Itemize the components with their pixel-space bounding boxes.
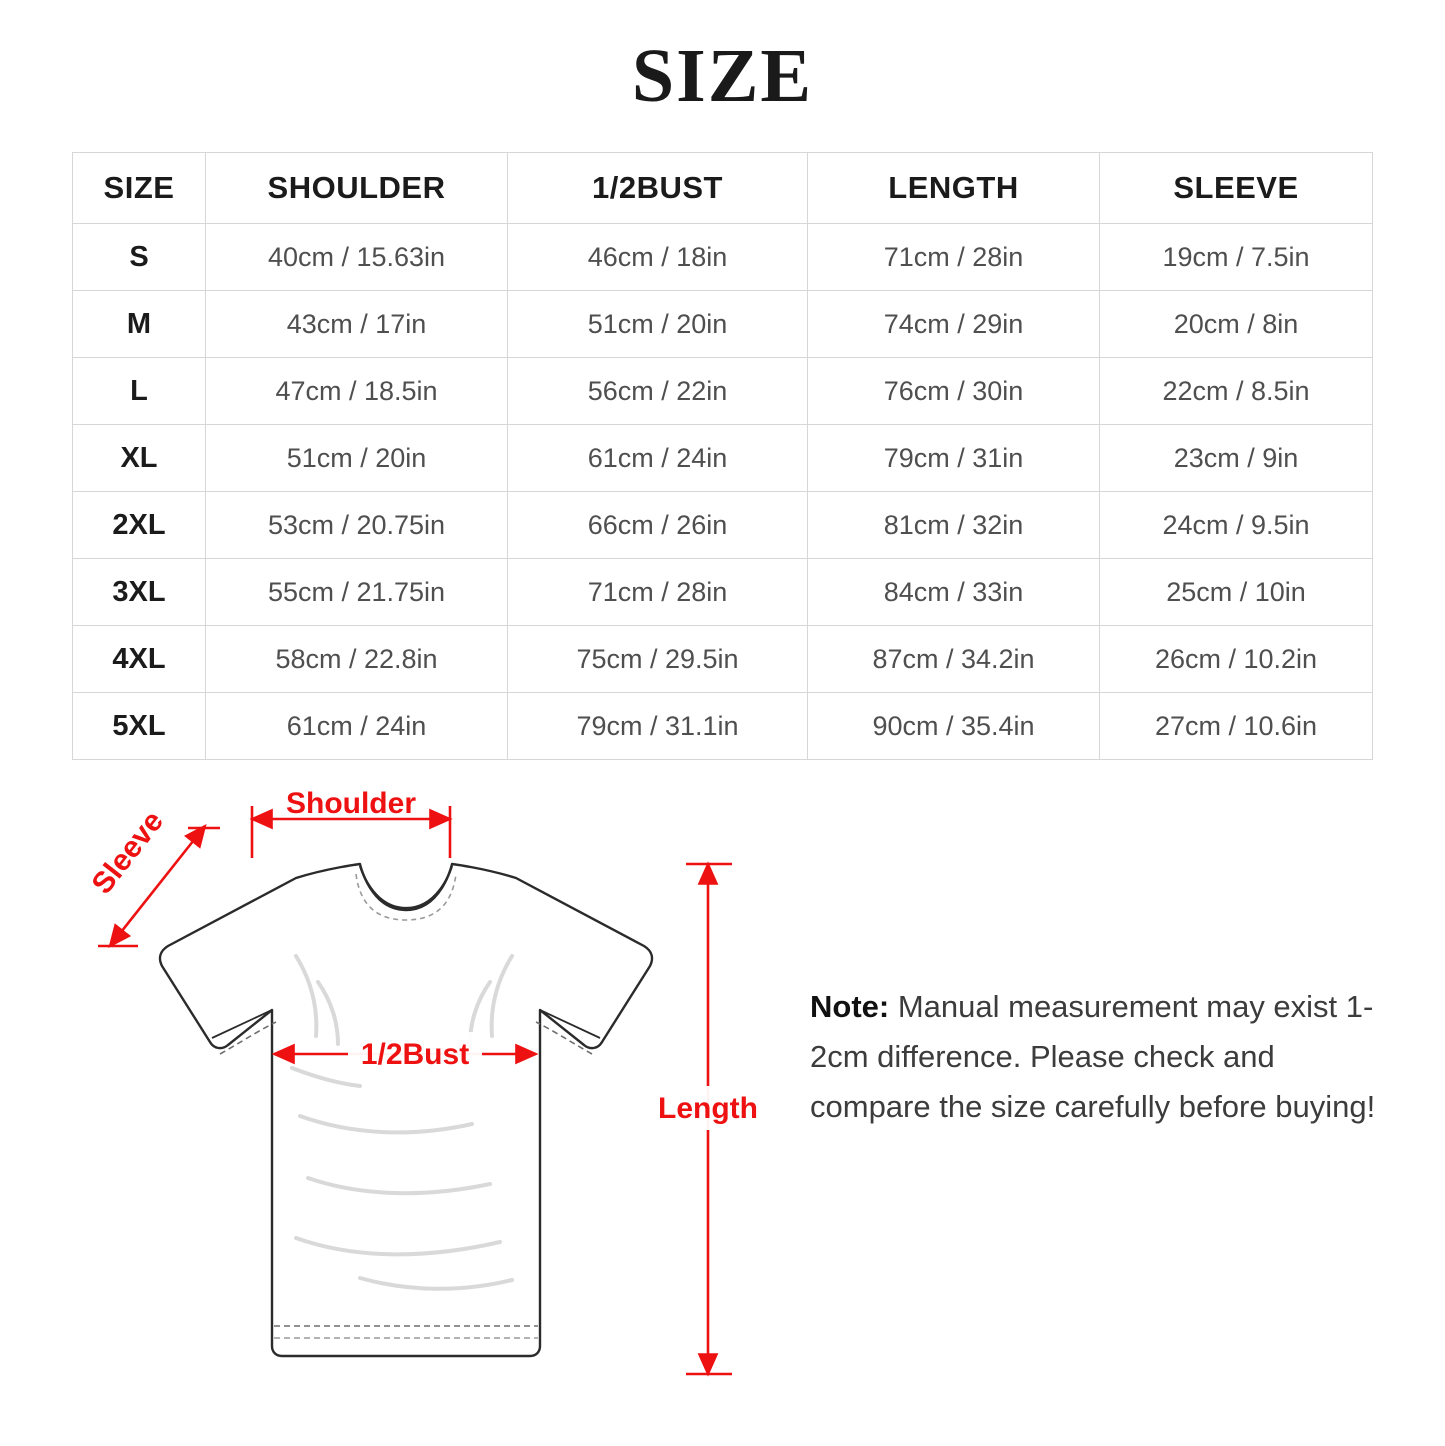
tshirt-diagram <box>60 786 780 1426</box>
cell-shoulder: 51cm / 20in <box>206 425 508 492</box>
cell-sleeve: 25cm / 10in <box>1100 559 1373 626</box>
cell-sleeve: 27cm / 10.6in <box>1100 693 1373 760</box>
cell-shoulder: 53cm / 20.75in <box>206 492 508 559</box>
table-row <box>73 358 1373 425</box>
cell-length: 74cm / 29in <box>808 291 1100 358</box>
note-prefix: Note: <box>810 989 890 1024</box>
column-header-length: LENGTH <box>808 153 1100 224</box>
cell-length: 71cm / 28in <box>808 224 1100 291</box>
size-table-container <box>72 152 1373 760</box>
shoulder-label: Shoulder <box>285 787 417 820</box>
cell-bust: 71cm / 28in <box>508 559 808 626</box>
cell-sleeve: 23cm / 9in <box>1100 425 1373 492</box>
cell-sleeve: 20cm / 8in <box>1100 291 1373 358</box>
cell-shoulder: 55cm / 21.75in <box>206 559 508 626</box>
cell-bust: 46cm / 18in <box>508 224 808 291</box>
note-text: Manual measurement may exist 1-2cm difference. Please check and compare the size carefully before buying! <box>810 989 1376 1125</box>
cell-length: 76cm / 30in <box>808 358 1100 425</box>
column-header-bust: 1/2BUST <box>508 153 808 224</box>
cell-size: M <box>73 291 206 358</box>
table-row <box>73 693 1373 760</box>
cell-bust: 75cm / 29.5in <box>508 626 808 693</box>
cell-length: 81cm / 32in <box>808 492 1100 559</box>
cell-sleeve: 19cm / 7.5in <box>1100 224 1373 291</box>
cell-size: 4XL <box>73 626 206 693</box>
cell-shoulder: 47cm / 18.5in <box>206 358 508 425</box>
column-header-sleeve: SLEEVE <box>1100 153 1373 224</box>
cell-sleeve: 26cm / 10.2in <box>1100 626 1373 693</box>
cell-sleeve: 22cm / 8.5in <box>1100 358 1373 425</box>
cell-size: XL <box>73 425 206 492</box>
cell-length: 87cm / 34.2in <box>808 626 1100 693</box>
cell-length: 84cm / 33in <box>808 559 1100 626</box>
tshirt-outline-shape <box>160 864 652 1356</box>
length-label: Length <box>658 1092 758 1125</box>
cell-sleeve: 24cm / 9.5in <box>1100 492 1373 559</box>
cell-shoulder: 40cm / 15.63in <box>206 224 508 291</box>
table-row <box>73 492 1373 559</box>
cell-size: L <box>73 358 206 425</box>
page-title: SIZE <box>631 34 814 118</box>
cell-length: 79cm / 31in <box>808 425 1100 492</box>
cell-size: 2XL <box>73 492 206 559</box>
sleeve-label: Sleeve <box>85 805 171 901</box>
cell-shoulder: 61cm / 24in <box>206 693 508 760</box>
cell-bust: 66cm / 26in <box>508 492 808 559</box>
bust-label: 1/2Bust <box>360 1038 470 1071</box>
size-table <box>72 152 1373 760</box>
table-row <box>73 291 1373 358</box>
column-header-size: SIZE <box>73 153 206 224</box>
table-row <box>73 559 1373 626</box>
cell-bust: 79cm / 31.1in <box>508 693 808 760</box>
table-header-row <box>73 153 1373 224</box>
cell-length: 90cm / 35.4in <box>808 693 1100 760</box>
measurement-note <box>810 982 1390 1133</box>
cell-size: 5XL <box>73 693 206 760</box>
cell-shoulder: 58cm / 22.8in <box>206 626 508 693</box>
table-row <box>73 224 1373 291</box>
table-row <box>73 626 1373 693</box>
column-header-shoulder: SHOULDER <box>206 153 508 224</box>
cell-bust: 56cm / 22in <box>508 358 808 425</box>
table-row <box>73 425 1373 492</box>
cell-bust: 51cm / 20in <box>508 291 808 358</box>
cell-bust: 61cm / 24in <box>508 425 808 492</box>
cell-size: S <box>73 224 206 291</box>
cell-shoulder: 43cm / 17in <box>206 291 508 358</box>
measurement-diagram-section <box>0 786 1445 1446</box>
cell-size: 3XL <box>73 559 206 626</box>
